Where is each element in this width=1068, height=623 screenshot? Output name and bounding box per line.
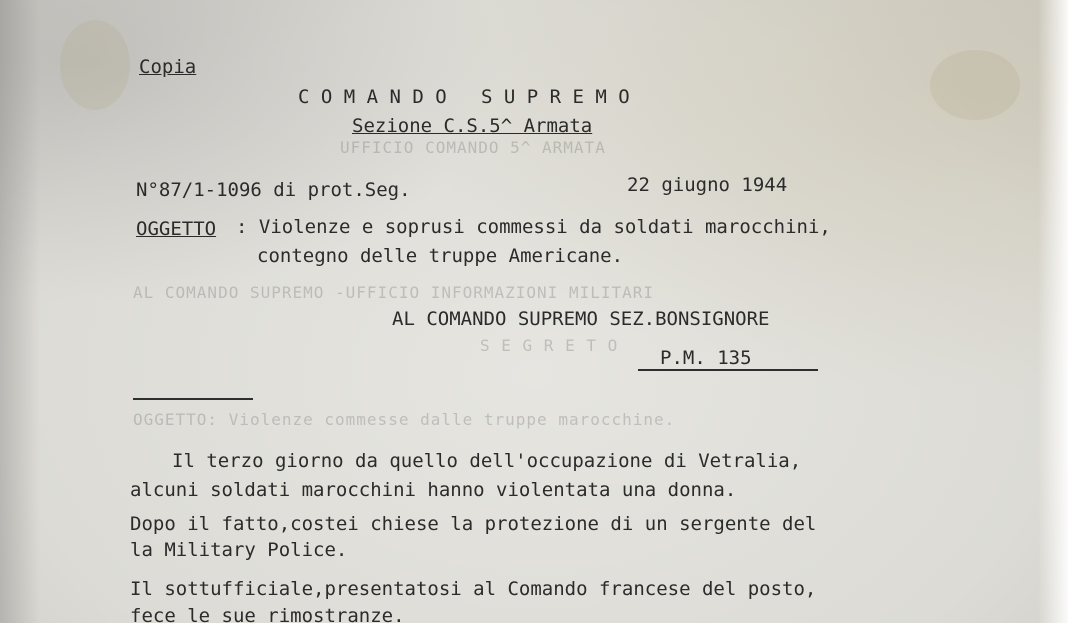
- paper-stain: [60, 20, 130, 110]
- header-title: C O M A N D O S U P R E M O: [298, 86, 630, 108]
- addressee: AL COMANDO SUPREMO SEZ.BONSIGNORE: [392, 308, 770, 330]
- faint-line-2: AL COMANDO SUPREMO -UFFICIO INFORMAZIONI MILITARI: [133, 283, 655, 302]
- body-line: la Military Police.: [130, 539, 348, 561]
- faint-subject: OGGETTO: Violenze commesse dalle truppe marocchine.: [133, 410, 676, 429]
- subject-label: OGGETTO: [136, 218, 217, 240]
- separator-line: [133, 398, 253, 400]
- page-edge-glare: [1038, 0, 1068, 623]
- body-line: alcuni soldati marocchini hanno violentata una donna.: [130, 479, 737, 501]
- postal-underline: [638, 369, 818, 371]
- subject-line-2: contegno delle truppe Americane.: [257, 245, 624, 267]
- paper-stain: [930, 50, 1020, 120]
- copy-label: Copia: [139, 56, 197, 78]
- postal-number: P.M. 135: [660, 347, 752, 369]
- body-line: Dopo il fatto,costei chiese la protezione di un sergente del: [130, 513, 817, 535]
- body-line: fece le sue rimostranze.: [130, 605, 405, 623]
- header-section: Sezione C.S.5^ Armata: [352, 115, 593, 137]
- faint-secret: S E G R E T O: [480, 336, 619, 355]
- subject-line-1: : Violenze e soprusi commessi da soldati marocchini,: [236, 216, 831, 238]
- page-edge-shadow: [0, 0, 40, 623]
- faint-header-line: UFFICIO COMANDO 5^ ARMATA: [340, 138, 606, 157]
- body-line: Il terzo giorno da quello dell'occupazione di Vetralia,: [172, 450, 802, 472]
- document-date: 22 giugno 1944: [627, 174, 788, 196]
- body-line: Il sottufficiale,presentatosi al Comando francese del posto,: [130, 578, 817, 600]
- protocol-number: N°87/1-1096 di prot.Seg.: [136, 179, 411, 201]
